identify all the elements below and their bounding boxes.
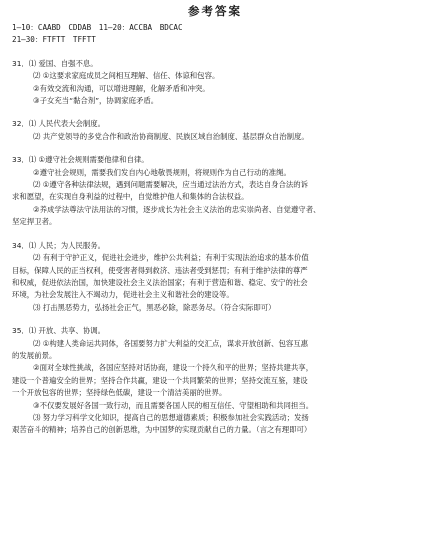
q35-line-4: ②面对全球性挑战，各国应坚持对话协商，建设一个持久和平的世界；坚持共建共享， bbox=[33, 363, 314, 373]
q33-line-5: ②养成学法尊法守法用法的习惯，逐步成长为社会主义法治的忠实崇尚者、自觉遵守者、 bbox=[33, 204, 321, 214]
q35-line-8: ⑶ 努力学习科学文化知识，提高自己的思想道德素质；积极参加社会实践活动；发扬 bbox=[33, 412, 309, 422]
q33-line-6: 坚定捍卫者。 bbox=[12, 217, 57, 227]
q32-line-1: 32．⑴ 人民代表大会制度。 bbox=[12, 119, 106, 129]
choice-row-1: 1—10：CAABD CDDAB 11—20：ACCBA BDCAC bbox=[12, 23, 183, 32]
q31-line-2: ⑵ ①这要求家庭成员之间相互理解、信任、体谅和包容。 bbox=[33, 71, 220, 81]
q34-line-6: ⑶ 打击黑恶势力，弘扬社会正气，黑恶必除，除恶务尽。（符合实际即可） bbox=[33, 302, 276, 312]
q35-line-3: 的发展前景。 bbox=[12, 350, 57, 360]
q34-line-2: ⑵ 有利于守护正义，促进社会进步，维护公共利益；有利于实现法治追求的基本价值 bbox=[33, 253, 309, 263]
question-34 bbox=[12, 240, 418, 314]
page-title: 参考答案 bbox=[188, 4, 242, 18]
question-31 bbox=[12, 58, 418, 108]
choice-row-2: 21—30：FTFTT TFFTT bbox=[12, 35, 96, 45]
q35-line-5: 建设一个普遍安全的世界；坚持合作共赢，建设一个共同繁荣的世界；坚持交流互鉴，建设 bbox=[12, 375, 308, 385]
q35-line-1: 35．⑴ 开放、共享、协调。 bbox=[12, 326, 106, 336]
q35-line-6: 一个开放包容的世界；坚持绿色低碳，建设一个清洁美丽的世界。 bbox=[12, 388, 227, 398]
q34-line-1: 34．⑴ 人民；为人民服务。 bbox=[12, 240, 106, 250]
q35-line-7: ③不仅要发展好各国一致行动，而且需要各国人民的相互信任、守望相助和共同担当。 bbox=[33, 400, 314, 410]
question-32 bbox=[12, 118, 418, 143]
q33-line-1: 33．⑴ ①遵守社会规则需要他律和自律。 bbox=[12, 155, 149, 165]
q31-line-3: ②有效交流和沟通，可以增进理解，化解矛盾和冲突。 bbox=[33, 83, 210, 93]
q31-line-4: ③子女充当“黏合剂”，协调家庭矛盾。 bbox=[33, 96, 159, 106]
q34-line-3: 目标，保障人民的正当权利，使受害者得到救济、违法者受到惩罚；有利于维护法律的尊严 bbox=[12, 265, 308, 275]
q32-line-2: ⑵ 共产党领导的多党合作和政治协商制度、民族区域自治制度、基层群众自治制度。 bbox=[33, 131, 309, 141]
q33-line-4: 求和愿望，在实现自身利益的过程中，自觉维护他人和集体的合法权益。 bbox=[12, 192, 249, 202]
question-33 bbox=[12, 154, 418, 228]
question-35 bbox=[12, 325, 418, 437]
q33-line-2: ②遵守社会规则，需要我们发自内心地敬畏规则，将规则作为自己行动的准绳。 bbox=[33, 167, 291, 177]
q35-line-2: ⑵ ①构建人类命运共同体，各国要努力扩大利益的交汇点，谋求开放创新、包容互惠 bbox=[33, 338, 309, 348]
q31-line-1: 31．⑴ 爱国、自强不息。 bbox=[12, 58, 98, 68]
q35-line-9: 艰苦奋斗的精神；培养自己的创新思维，为中国梦的实现贡献自己的力量。（言之有理即可） bbox=[12, 425, 312, 435]
q34-line-4: 和权威，促进依法治国，加快建设社会主义法治国家；有利于营造和谐、稳定、安宁的社会 bbox=[12, 277, 308, 287]
q33-line-3: ⑵ ①遵守各种法律法规，遇到问题需要解决，应当通过法治方式，表达自身合法的诉 bbox=[33, 180, 309, 190]
q34-line-5: 环境，为社会发展注入不竭动力，促进社会主义和谐社会的建设等。 bbox=[12, 290, 234, 300]
choice-answers bbox=[12, 22, 418, 47]
